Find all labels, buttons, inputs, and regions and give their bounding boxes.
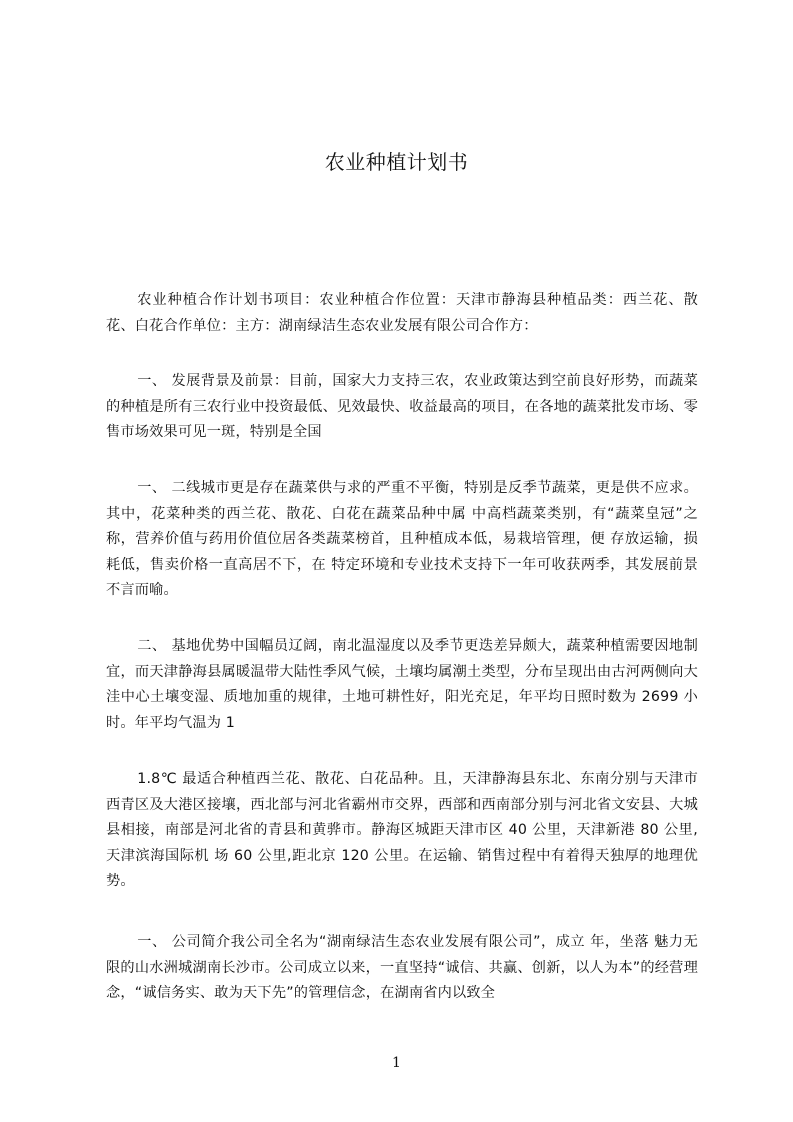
- paragraph-background: 一、 发展背景及前景：目前，国家大力支持三农，农业政策达到空前良好形势，而蔬菜的种植是所有三农行业中投资最低、见效最快、收益最高的项目，在各地的蔬菜批发市场、零售市场效果可见一斑，特别是全国: [106, 373, 698, 440]
- paragraph-market: 一、 二线城市更是存在蔬菜供与求的严重不平衡，特别是反季节蔬菜，更是供不应求。其中，花菜种类的西兰花、散花、白花在蔬菜品种中属 中高档蔬菜类别，有“蔬菜皇冠”之称，营养价值与药用价值位居各类蔬菜榜首，且种植成本低，易栽培管理，便 存放运输，损耗低，售卖价格一直高居不下，在 特定环境和专业技术支持下一年可收获两季，其发展前景不言而喻。: [106, 480, 698, 598]
- paragraph-company-intro: 一、 公司简介我公司全名为“湖南绿洁生态农业发展有限公司”，成立 年，坐落 魅力无限的山水洲城湖南长沙市。公司成立以来，一直坚持“诚信、共赢、创新，以人为本”的经营理念，“诚信务实、敢为天下先”的管理信念，在湖南省内以致全: [106, 934, 698, 1001]
- paragraph-location: 1.8℃ 最适合种植西兰花、散花、白花品种。且，天津静海县东北、东南分别与天津市西青区及大港区接壤，西北部与河北省霸州市交界，西部和西南部分别与河北省文安县、大城县相接，南部是河北省的青县和黄骅市。静海区城距天津市区 40 公里，天津新港 80 公里,天津滨海国际机 场 60 公里,距北京 120 公里。在运输、销售过程中有着得天独厚的地理优势。: [106, 771, 698, 889]
- document-title: 农业种植计划书: [324, 150, 469, 174]
- paragraph-base-advantage: 二、 基地优势中国幅员辽阔，南北温湿度以及季节更迭差异颇大，蔬菜种植需要因地制宜，而天津静海县属暖温带大陆性季风气候，土壤均属潮土类型，分布呈现出由古河两侧向大洼中心土壤变湿、质地加重的规律，土地可耕性好，阳光充足，年平均日照时数为 2699 小时。年平均气温为 1: [106, 638, 698, 731]
- paragraph-project-info: 农业种植合作计划书项目：农业种植合作位置：天津市静海县种植品类：西兰花、散花、白花合作单位：主方：湖南绿洁生态农业发展有限公司合作方：: [106, 292, 698, 334]
- page-number: 1: [392, 1055, 401, 1071]
